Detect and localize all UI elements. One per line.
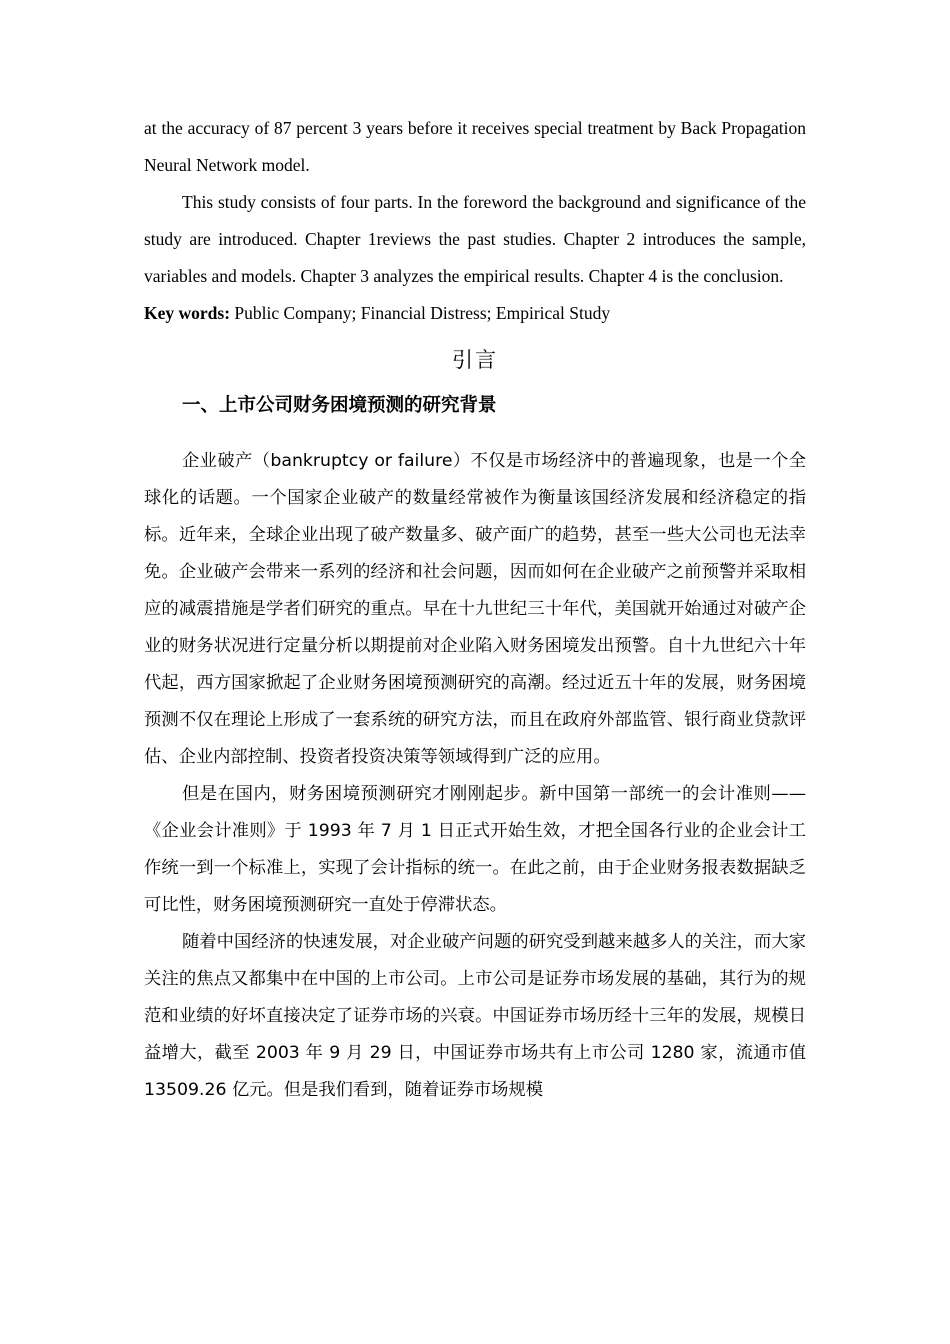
page-body (144, 110, 806, 1109)
study-structure-paragraph: This study consists of four parts. In the foreword the background and significance of the study are introduced. Chapter 1reviews the past studies. Chapter 2 introduces the sample, variables and models. Chapter 3 analyzes the empirical results. Chapter 4 is the conclusion. (144, 192, 806, 286)
keywords-value: Public Company; Financial Distress; Empirical Study (230, 303, 611, 323)
body-paragraph-2: 但是在国内，财务困境预测研究才刚刚起步。新中国第一部统一的会计准则——《企业会计准则》于 1993 年 7 月 1 日正式开始生效，才把全国各行业的企业会计工作统一到一个标准上，实现了会计指标的统一。在此之前，由于企业财务报表数据缺乏可比性，财务困境预测研究一直处于停滞状态。 (144, 784, 806, 915)
section-heading: 一、上市公司财务困境预测的研究背景 (182, 395, 497, 416)
keywords-line (144, 295, 806, 332)
body-paragraph-3: 随着中国经济的快速发展，对企业破产问题的研究受到越来越多人的关注，而大家关注的焦点又都集中在中国的上市公司。上市公司是证券市场发展的基础，其行为的规范和业绩的好坏直接决定了证券市场的兴衰。中国证券市场历经十三年的发展，规模日益增大，截至 2003 年 9 月 29 日，中国证券市场共有上市公司 1280 家，流通市值 13509.26 亿元。但是我们看到，随着证券市场规模 (144, 932, 806, 1100)
introduction-heading: 引言 (452, 348, 498, 372)
keywords-label: Key words: (144, 303, 231, 323)
body-paragraph-1: 企业破产（bankruptcy or failure）不仅是市场经济中的普遍现象，也是一个全球化的话题。一个国家企业破产的数量经常被作为衡量该国经济发展和经济稳定的指标。近年来，全球企业出现了破产数量多、破产面广的趋势，甚至一些大公司也无法幸免。企业破产会带来一系列的经济和社会问题，因而如何在企业破产之前预警并采取相应的减震措施是学者们研究的重点。早在十九世纪三十年代，美国就开始通过对破产企业的财务状况进行定量分析以期提前对企业陷入财务困境发出预警。自十九世纪六十年代起，西方国家掀起了企业财务困境预测研究的高潮。经过近五十年的发展，财务困境预测不仅在理论上形成了一套系统的研究方法，而且在政府外部监管、银行商业贷款评估、企业内部控制、投资者投资决策等领域得到广泛的应用。 (144, 451, 806, 767)
abstract-continuation: at the accuracy of 87 percent 3 years before it receives special treatment by Back Propagation Neural Network model. (144, 118, 806, 175)
